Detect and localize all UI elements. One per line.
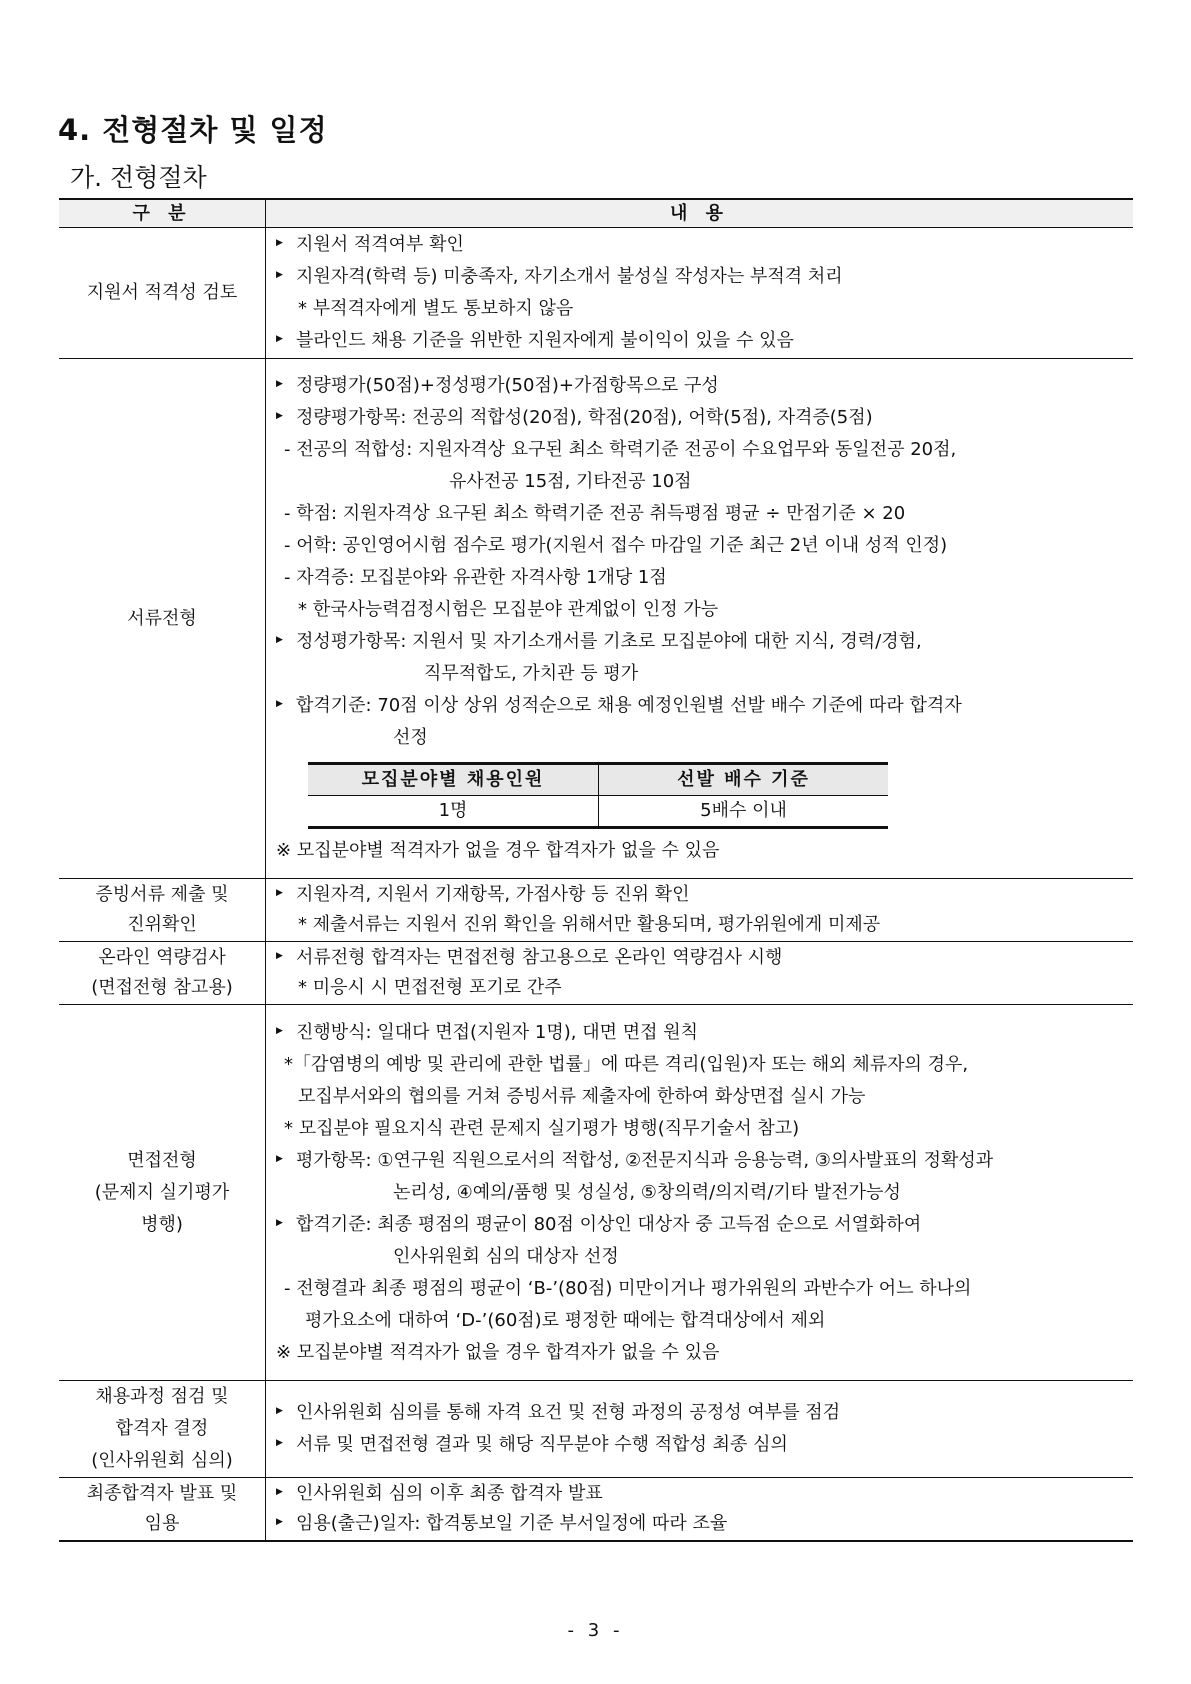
row-content <box>266 879 1134 942</box>
category-line: (인사위원회 심의) <box>91 1450 233 1471</box>
category-line: 채용과정 점검 및 <box>95 1386 229 1407</box>
header-content: 내 용 <box>266 199 1134 228</box>
table-row <box>59 228 1133 359</box>
row-content <box>266 1478 1134 1542</box>
inner-cell: 5배수 이내 <box>599 796 889 828</box>
section-title: 4. 전형절차 및 일정 <box>58 113 328 147</box>
bullet-item: ▶ 블라인드 채용 기준을 위반한 지원자에게 불이익이 있을 수 있음 <box>276 325 1133 357</box>
category-line: 최종합격자 발표 및 <box>86 1483 238 1504</box>
inner-header-row <box>308 764 888 796</box>
triangle-right-icon: ▶ <box>276 635 283 645</box>
bullet-item: ▶ 평가항목: ①연구원 직원으로서의 적합성, ②전문지식과 응용능력, ③의사발표의 정확성과 <box>276 1145 1133 1177</box>
header-category: 구 분 <box>59 199 266 228</box>
dash-line: - 학점: 지원자격상 요구된 최소 학력기준 전공 취득평점 평균 ÷ 만점기준 × 20 <box>284 503 906 524</box>
table-row <box>59 879 1133 942</box>
reference-note: ※ 모집분야별 적격자가 없을 경우 합격자가 없을 수 있음 <box>276 1341 720 1363</box>
row-content <box>266 228 1134 359</box>
inner-row <box>308 796 888 828</box>
bullet-item: ▶ 인사위원회 심의 이후 최종 합격자 발표 <box>276 1479 1133 1509</box>
triangle-right-icon: ▶ <box>276 1153 283 1164</box>
row-content <box>266 1381 1134 1478</box>
dash-line: - 자격증: 모집분야와 유관한 자격사항 1개당 1점 <box>284 567 667 588</box>
row-category <box>59 879 266 942</box>
triangle-right-icon: ▶ <box>276 1487 283 1497</box>
triangle-right-icon: ▶ <box>276 1438 283 1448</box>
table-row <box>59 1381 1133 1478</box>
inner-cell: 1명 <box>308 796 599 828</box>
row-category <box>59 1381 266 1478</box>
triangle-right-icon: ▶ <box>276 951 283 961</box>
inner-header: 모집분야별 채용인원 <box>308 764 599 796</box>
category-line: 지원서 적격성 검토 <box>86 282 238 303</box>
bullet-item: ▶ 진행방식: 일대다 면접(지원자 1명), 대면 면접 원칙 <box>276 1017 1133 1049</box>
note-line: *「감염병의 예방 및 관리에 관한 법률」에 따른 격리(입원)자 또는 해외 체류자의 경우, <box>284 1053 969 1075</box>
category-line: 합격자 결정 <box>115 1418 209 1439</box>
table-row <box>59 1478 1133 1542</box>
bullet-item: ▶ 지원자격, 지원서 기재항목, 가점사항 등 진위 확인 <box>276 880 1133 910</box>
continuation-line: 선정 <box>393 727 428 748</box>
category-line: 증빙서류 제출 및 <box>95 884 229 905</box>
triangle-right-icon: ▶ <box>276 1406 283 1416</box>
row-content <box>266 1005 1134 1381</box>
bullet-item: ▶ 서류전형 합격자는 면접전형 참고용으로 온라인 역량검사 시행 <box>276 943 1133 973</box>
table-row <box>59 359 1133 879</box>
bullet-item: ▶ 지원서 적격여부 확인 <box>276 229 1133 261</box>
triangle-right-icon: ▶ <box>276 888 283 898</box>
continuation-line: 모집부서와의 협의를 거쳐 증빙서류 제출자에 한하여 화상면접 실시 가능 <box>298 1085 866 1107</box>
bullet-item: ▶ 합격기준: 최종 평점의 평균이 80점 이상인 대상자 중 고득점 순으로 서열화하여 <box>276 1209 1133 1241</box>
category-line: (문제지 실기평가 <box>94 1181 230 1203</box>
continuation-line: 논리성, ④예의/품행 및 성실성, ⑤창의력/의지력/기타 발전가능성 <box>393 1181 901 1203</box>
continuation-line: 직무적합도, 가치관 등 평가 <box>424 663 639 684</box>
category-line: (면접전형 참고용) <box>91 977 233 998</box>
note-line: * 미응시 시 면접전형 포기로 간주 <box>298 977 562 998</box>
triangle-right-icon: ▶ <box>276 1025 283 1036</box>
table-header-row <box>59 199 1133 228</box>
triangle-right-icon: ▶ <box>276 1217 283 1228</box>
continuation-line: 유사전공 15점, 기타전공 10점 <box>449 471 692 492</box>
reference-note: ※ 모집분야별 적격자가 없을 경우 합격자가 없을 수 있음 <box>276 840 720 861</box>
row-category <box>59 359 266 879</box>
bullet-item: ▶ 합격기준: 70점 이상 상위 성적순으로 채용 예정인원별 선발 배수 기준에 따라 합격자 <box>276 690 1133 722</box>
note-line: * 한국사능력검정시험은 모집분야 관계없이 인정 가능 <box>298 599 719 620</box>
dash-line: - 전공의 적합성: 지원자격상 요구된 최소 학력기준 전공이 수요업무와 동일전공 20점, <box>284 439 957 460</box>
category-line: 서류전형 <box>127 607 197 629</box>
bullet-item: ▶ 지원자격(학력 등) 미충족자, 자기소개서 불성실 작성자는 부적격 처리 <box>276 261 1133 293</box>
bullet-item: ▶ 서류 및 면접전형 결과 및 해당 직무분야 수행 적합성 최종 심의 <box>276 1429 1133 1461</box>
continuation-line: 인사위원회 심의 대상자 선정 <box>393 1245 619 1267</box>
bullet-item: ▶ 정량평가항목: 전공의 적합성(20점), 학점(20점), 어학(5점), 자격증(5점) <box>276 402 1133 434</box>
category-line: 진위확인 <box>127 914 197 935</box>
category-line: 병행) <box>141 1213 183 1235</box>
bullet-item: ▶ 정성평가항목: 지원서 및 자기소개서를 기초로 모집분야에 대한 지식, 경력/경험, <box>276 626 1133 658</box>
bullet-item: ▶ 인사위원회 심의를 통해 자격 요건 및 전형 과정의 공정성 여부를 점검 <box>276 1397 1133 1429</box>
row-category <box>59 1005 266 1381</box>
selection-ratio-table <box>308 762 888 829</box>
row-content <box>266 359 1134 879</box>
dash-line: - 어학: 공인영어시험 점수로 평가(지원서 접수 마감일 기준 최근 2년 이내 성적 인정) <box>284 535 948 556</box>
note-line: * 부적격자에게 별도 통보하지 않음 <box>298 298 574 319</box>
continuation-line: 평가요소에 대하여 ‘D-’(60점)로 평정한 때에는 합격대상에서 제외 <box>305 1309 826 1331</box>
triangle-right-icon: ▶ <box>276 238 283 248</box>
note-line: * 모집분야 필요지식 관련 문제지 실기평가 병행(직무기술서 참고) <box>284 1117 800 1139</box>
category-line: 온라인 역량검사 <box>98 947 226 968</box>
row-content <box>266 942 1134 1005</box>
triangle-right-icon: ▶ <box>276 699 283 709</box>
row-category <box>59 228 266 359</box>
table-row <box>59 1005 1133 1381</box>
row-category <box>59 942 266 1005</box>
triangle-right-icon: ▶ <box>276 270 283 280</box>
bullet-item: ▶ 정량평가(50점)+정성평가(50점)+가점항목으로 구성 <box>276 370 1133 402</box>
bullet-item: ▶ 임용(출근)일자: 합격통보일 기준 부서일정에 따라 조율 <box>276 1509 1133 1539</box>
row-category <box>59 1478 266 1542</box>
triangle-right-icon: ▶ <box>276 1517 283 1527</box>
triangle-right-icon: ▶ <box>276 379 283 389</box>
category-line: 면접전형 <box>127 1149 197 1171</box>
category-line: 임용 <box>144 1513 180 1534</box>
selection-procedure-table <box>59 198 1133 1542</box>
page-number: - 3 - <box>567 1620 624 1641</box>
triangle-right-icon: ▶ <box>276 411 283 421</box>
note-line: * 제출서류는 지원서 진위 확인을 위해서만 활용되며, 평가위원에게 미제공 <box>298 914 881 935</box>
dash-line: - 전형결과 최종 평점의 평균이 ‘B-’(80점) 미만이거나 평가위원의 과반수가 어느 하나의 <box>284 1277 972 1299</box>
table-row <box>59 942 1133 1005</box>
inner-header: 선발 배수 기준 <box>599 764 889 796</box>
subsection-title: 가. 전형절차 <box>70 163 207 192</box>
triangle-right-icon: ▶ <box>276 334 283 344</box>
